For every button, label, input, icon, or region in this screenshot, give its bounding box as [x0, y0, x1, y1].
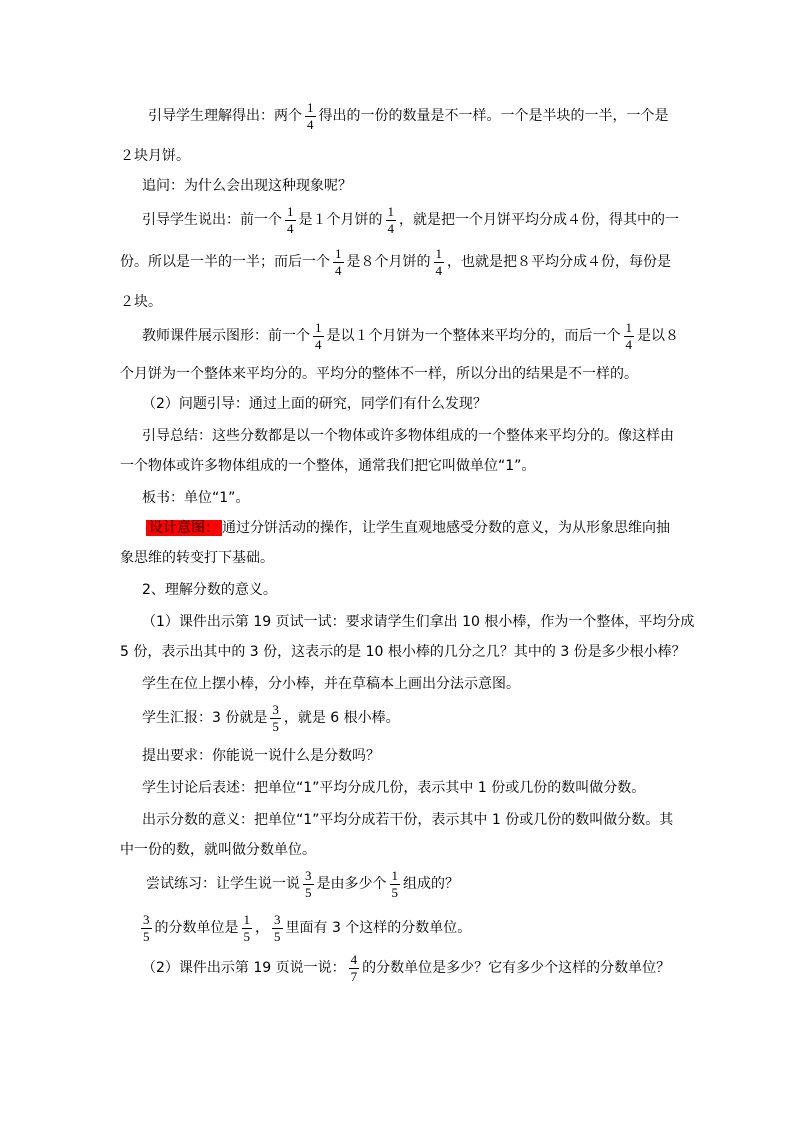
fraction-numerator: 1 [307, 99, 314, 115]
text: 的分数单位是多少？它有多少个这样的分数单位？ [362, 960, 671, 976]
text: 的分数单位是 [154, 920, 239, 936]
text: 板书：单位“1”。 [142, 490, 250, 506]
paragraph-try-it [142, 612, 694, 632]
fraction [386, 204, 397, 237]
text: 出示分数的意义：把单位“1”平均分成若干份，表示其中 1 份或几份的数叫做分数。其 [142, 812, 674, 828]
fraction-denominator: 4 [335, 262, 342, 278]
fraction-denominator: 4 [625, 336, 632, 352]
fraction-numerator: 3 [272, 701, 279, 717]
fraction [624, 320, 635, 353]
fraction [349, 952, 360, 985]
fraction [313, 320, 324, 353]
paragraph-continuation [120, 840, 316, 860]
paragraph-students-arrange [142, 674, 520, 694]
text: 是８个月饼的 [346, 254, 431, 270]
fraction-numerator: 4 [350, 951, 358, 967]
fraction [303, 868, 314, 901]
fraction-numerator: 3 [274, 911, 281, 927]
section-heading-understand-fractions [142, 580, 277, 600]
fraction [390, 868, 401, 901]
text: 5 份，表示出其中的 3 份，这表示的是 10 根小棒的几分之几？其中的 3 份是多少根小棒？ [120, 644, 686, 660]
text: 引导总结：这些分数都是以一个物体或许多物体组成的一个整体来平均分的。像这样由 [142, 428, 674, 444]
text: 是以８ [637, 328, 679, 344]
text: 引导学生说出：前一个 [142, 212, 282, 228]
paragraph-guide-summary [142, 426, 674, 446]
paragraph-student-discussion [142, 778, 645, 798]
fraction-numerator: 3 [305, 867, 312, 883]
text: 里面有 3 个这样的分数单位。 [285, 920, 472, 936]
fraction-numerator: 1 [315, 319, 322, 335]
text: 是１个月饼的 [298, 212, 383, 228]
paragraph-fraction-definition [142, 810, 673, 830]
text: 象思维的转变打下基础。 [120, 550, 274, 566]
paragraph-request [142, 746, 380, 766]
paragraph-say-it [142, 946, 670, 990]
paragraph-continuation [120, 146, 190, 166]
fraction-denominator: 5 [243, 928, 250, 944]
text: 组成的？ [403, 876, 459, 892]
fraction [285, 204, 296, 237]
paragraph-continuation [120, 364, 638, 384]
text: 得出的一份的数量是不一样。一个是半块的一半，一个是 [318, 108, 669, 124]
fraction [270, 702, 281, 735]
text: 通过分饼活动的操作，让学生直观地感受分数的意义，为从形象思维向抽 [222, 520, 670, 536]
fraction-denominator: 5 [143, 928, 150, 944]
fraction-numerator: 1 [625, 319, 632, 335]
text: ，也就是把８平均分成４份，每份是 [447, 254, 671, 270]
text: （1）课件出示第 19 页试一试：要求请学生们拿出 10 根小棒，作为一个整体，平均分成 [142, 614, 695, 630]
fraction-denominator: 7 [350, 968, 358, 984]
paragraph-continuation [120, 548, 274, 568]
paragraph-continuation [120, 642, 686, 662]
paragraph-teacher-display [142, 314, 679, 358]
text: 学生在位上摆小棒，分小棒，并在草稿本上画出分法示意图。 [142, 676, 520, 692]
text: 提出要求：你能说一说什么是分数吗？ [142, 748, 380, 764]
fraction-numerator: 1 [387, 203, 394, 219]
fraction-denominator: 4 [315, 336, 322, 352]
text: ，就是把一个月饼平均分成４份，得其中的一 [399, 212, 679, 228]
fraction [242, 912, 253, 945]
fraction-denominator: 5 [391, 884, 398, 900]
fraction-numerator: 1 [391, 867, 398, 883]
fraction-denominator: 4 [307, 116, 314, 132]
paragraph-continuation [120, 292, 162, 312]
fraction-numerator: 1 [243, 911, 250, 927]
text: ２块。 [120, 294, 162, 310]
fraction-denominator: 4 [387, 220, 394, 236]
paragraph-design-intent [146, 518, 670, 538]
paragraph-question-guide [142, 394, 487, 414]
text: 学生讨论后表述：把单位“1”平均分成几份，表示其中 1 份或几份的数叫做分数。 [142, 780, 646, 796]
paragraph-student-report [142, 696, 400, 740]
fraction-numerator: 3 [143, 911, 150, 927]
text: ，就是 6 根小棒。 [283, 710, 400, 726]
design-intent-label: 设计意图： [146, 520, 222, 536]
text: 一个物体或许多物体组成的一个整体，通常我们把它叫做单位“1”。 [120, 458, 536, 474]
text: 中一份的数，就叫做分数单位。 [120, 842, 316, 858]
text: 个月饼为一个整体来平均分的。平均分的整体不一样，所以分出的结果是不一样的。 [120, 366, 638, 382]
text: 教师课件展示图形：前一个 [142, 328, 310, 344]
fraction-numerator: 1 [335, 245, 342, 261]
fraction [305, 100, 316, 133]
paragraph-fraction-unit-example [138, 906, 471, 950]
fraction-denominator: 4 [287, 220, 294, 236]
text: 尝试练习：让学生说一说 [146, 876, 300, 892]
fraction [141, 912, 152, 945]
fraction-denominator: 5 [274, 928, 281, 944]
paragraph-student-explain [142, 198, 679, 242]
text: ， [255, 920, 269, 936]
fraction-denominator: 5 [272, 718, 279, 734]
text: 是由多少个 [316, 876, 387, 892]
fraction-numerator: 1 [287, 203, 294, 219]
paragraph-guide-understand [148, 94, 669, 138]
paragraph-follow-up-question [142, 176, 352, 196]
paragraph-practice [146, 862, 459, 906]
paragraph-continuation [120, 240, 671, 284]
text: 是以１个月饼为一个整体来平均分的，而后一个 [326, 328, 621, 344]
fraction-denominator: 4 [435, 262, 442, 278]
fraction-numerator: 1 [435, 245, 442, 261]
text: （2）问题引导：通过上面的研究，同学们有什么发现？ [142, 396, 487, 412]
text: ２块月饼。 [120, 148, 190, 164]
text: 学生汇报：3 份就是 [142, 710, 268, 726]
fraction-denominator: 5 [305, 884, 312, 900]
fraction [333, 246, 344, 279]
text: （2）课件出示第 19 页说一说： [142, 960, 346, 976]
paragraph-continuation [120, 456, 535, 476]
text: 份。所以是一半的一半；而后一个 [120, 254, 330, 270]
text: 追问：为什么会出现这种现象呢？ [142, 178, 352, 194]
fraction [272, 912, 283, 945]
text: 2、理解分数的意义。 [142, 582, 277, 598]
paragraph-board-writing [142, 488, 249, 508]
fraction [434, 246, 445, 279]
text: 引导学生理解得出：两个 [148, 108, 302, 124]
